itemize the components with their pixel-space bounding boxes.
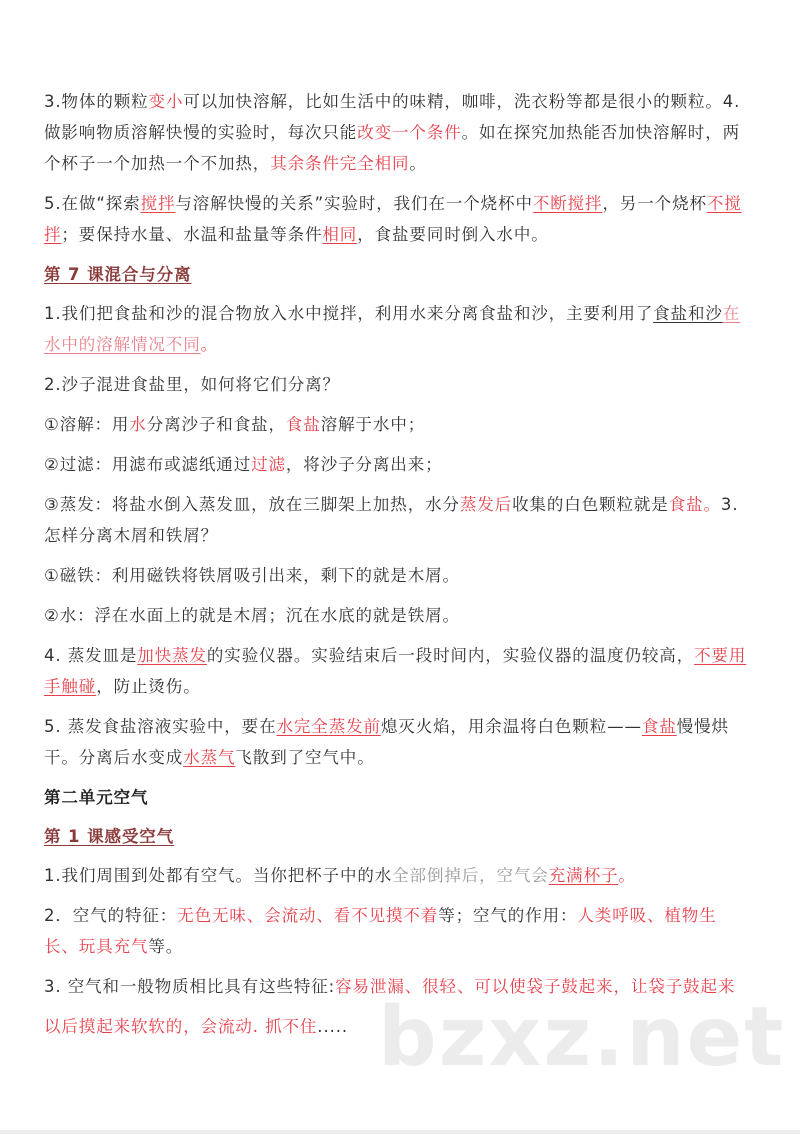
text-segment: 等；空气的作用： [438,906,578,925]
text-segment: ，防止烫伤。 [96,677,201,696]
text-segment: 收集的白色颗粒就是 [512,495,669,514]
highlighted-text: 食盐 [641,717,677,736]
text-segment: ；要保持水量、水温和盐量等条件 [61,225,323,244]
highlighted-text: 加快蒸发 [137,646,207,665]
paragraph [44,640,748,702]
paragraph [44,409,748,440]
text-segment: 2．空气的特征： [44,906,178,925]
highlighted-text: 。 [618,866,636,885]
text-segment: 1.我们把食盐和沙的混合物放入水中搅拌，利用水来分离食盐和沙，主要利用了 [44,304,654,323]
highlighted-text: 搅拌 [140,194,176,213]
highlighted-text: 无色无味、会流动、看不见摸不着 [177,906,439,925]
text-segment: ②过滤：用滤布或滤纸通过 [44,455,252,474]
highlighted-text: 第二单元空气 [44,788,149,807]
text-segment: 可以加快溶解，比如生活中的味精，咖啡，洗衣粉等都是很小的颗粒。4.做影响物质溶解快慢的实验时，每次只能 [44,92,741,142]
text-segment: 5.在做“探索 [44,194,141,213]
paragraph [44,600,748,631]
text-segment: 等。 [148,937,184,956]
highlighted-text: 不搅拌 [44,194,742,244]
highlighted-text: 食盐和沙 [653,304,723,323]
highlighted-text: 第 1 课感受空气 [44,827,175,846]
text-segment: 3. 空气和一般物质相比具有这些特征: [44,977,336,996]
page-edge [0,1130,800,1134]
paragraph [44,369,748,400]
highlighted-text: 水蒸气 [183,748,236,767]
text-segment: 。 [409,154,427,173]
text-segment: 溶解于水中； [320,415,426,434]
highlighted-text: 变小 [148,92,184,111]
highlighted-text: 食盐。 [668,495,721,514]
highlighted-text: 全部倒掉后，空气会 [392,866,549,885]
highlighted-text: 不断搅拌 [532,194,603,213]
highlighted-text: 相同 [322,225,358,244]
text-segment: 5. 蒸发食盐溶液实验中，要在 [44,717,277,736]
highlighted-text: 改变一个条件 [357,123,462,142]
paragraph [44,900,748,962]
text-segment: ，将沙子分离出来； [285,455,443,474]
text-segment: ，食盐要同时倒入水中。 [357,225,549,244]
highlighted-text: 水 [129,415,147,434]
text-segment: 。如在探究加热能否加快溶解时，两个杯子一个加热一个不加热， [44,123,741,173]
section-heading [44,259,748,290]
section-heading [44,821,748,852]
paragraph [44,860,748,891]
paragraph [44,298,748,360]
document-body [44,86,748,1051]
paragraph [44,86,748,179]
text-segment: ①溶解：用 [44,415,130,434]
highlighted-text: 。 [200,335,219,354]
highlighted-text: 人类呼吸、植物生长、玩具充气 [44,906,717,956]
highlighted-text: 在水中的溶解情况不同 [44,304,741,354]
text-segment: 3.怎样分离木屑和铁屑？ [44,495,739,545]
text-segment: 2.沙子混进食盐里，如何将它们分离？ [44,375,340,394]
section-heading [44,782,748,813]
text-segment: 3.物体的颗粒 [44,92,149,111]
text-segment: ..... [317,1017,349,1036]
watermark: bzxz.net [378,990,786,1085]
highlighted-text: 过滤 [251,455,286,474]
highlighted-text: 不要用手触碰 [44,646,747,696]
paragraph [44,449,748,480]
text-segment: 分离沙子和食盐， [146,415,286,434]
text-segment: 熄灭火焰，用余温将白色颗粒—— [380,717,642,736]
text-segment: 慢慢烘干。分离后水变成 [44,717,729,767]
text-segment: 的实验仪器。实验结束后一段时间内，实验仪器的温度仍较高， [206,646,695,665]
highlighted-text: 以后摸起来软软的，会流动. 抓不住 [44,1017,318,1036]
text-segment: 飞散到了空气中。 [235,748,375,767]
text-segment: ②水：浮在水面上的就是木屑；沉在水底的就是铁屑。 [44,606,460,625]
text-segment: ③蒸发：将盐水倒入蒸发皿，放在三脚架上加热，水分 [44,495,460,514]
highlighted-text: 容易泄漏、很轻、可以使袋子鼓起来，让袋子鼓起来 [335,977,736,996]
highlighted-text: 第 7 课混合与分离 [44,265,192,284]
text-segment: ①磁铁：利用磁铁将铁屑吸引出来，剩下的就是木屑。 [44,566,460,585]
highlighted-text: 食盐 [285,415,321,434]
highlighted-text: 充满杯子 [548,866,619,885]
paragraph [44,188,748,250]
text-segment: 1.我们周围到处都有空气。当你把杯子中的水 [44,866,393,885]
paragraph [44,560,748,591]
paragraph [44,711,748,773]
text-segment: 与溶解快慢的关系”实验时，我们在一个烧杯中 [175,194,533,213]
text-segment: 4. 蒸发皿是 [44,646,138,665]
highlighted-text: 其余条件完全相同 [270,154,410,173]
text-segment: ，另一个烧杯 [602,194,707,213]
highlighted-text: 水完全蒸发前 [276,717,381,736]
paragraph [44,489,748,551]
highlighted-text: 蒸发后 [459,495,513,514]
